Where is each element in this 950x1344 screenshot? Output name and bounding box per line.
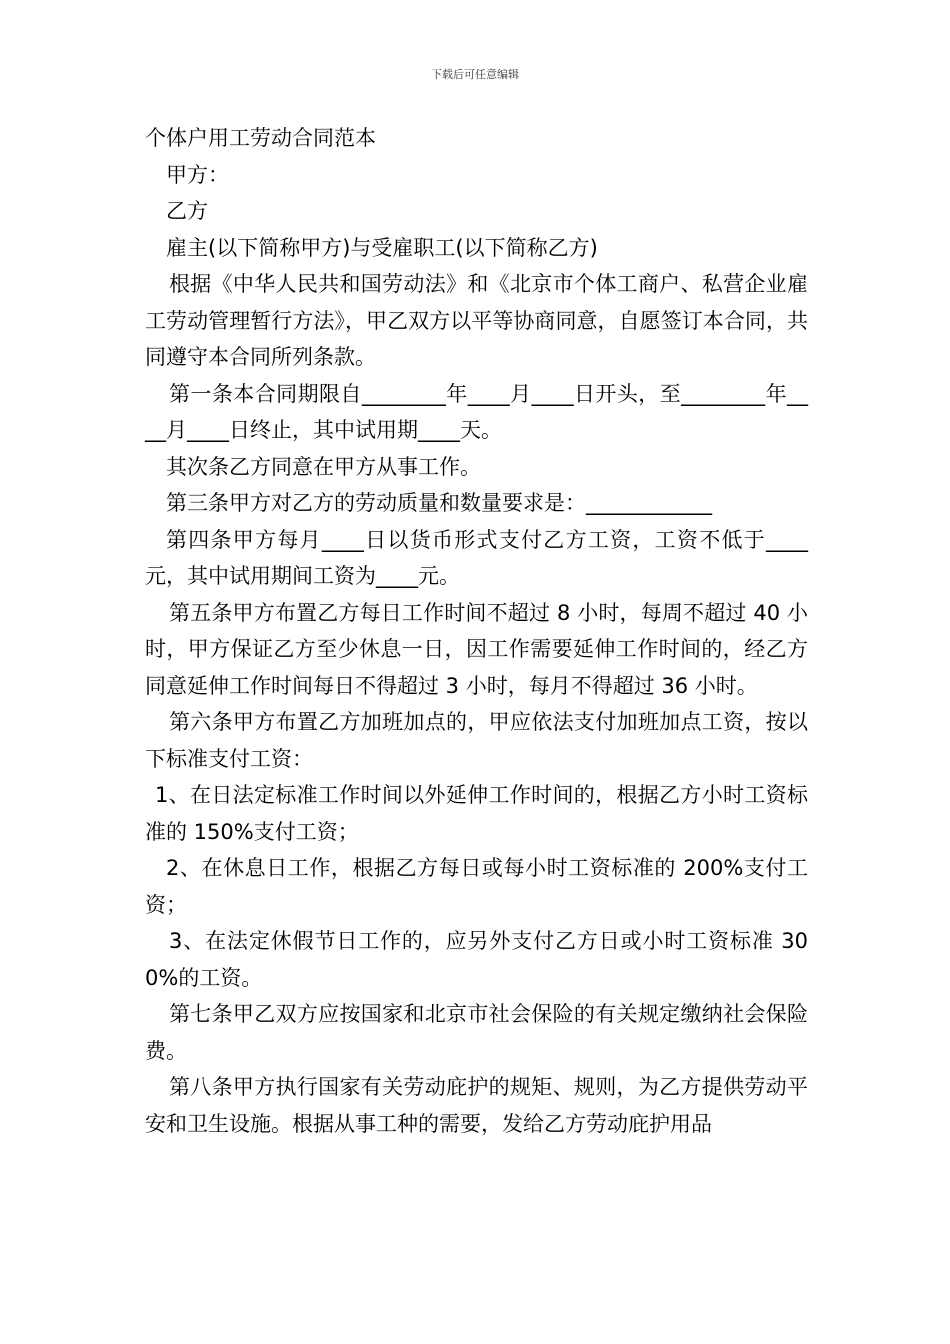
article-5: 第五条甲方布置乙方每日工作时间不超过 8 小时，每周不超过 40 小时，甲方保证乙方至少休息一日，因工作需要延伸工作时间的，经乙方同意延伸工作时间每日不得超过 3 小时，每月不得超过 36 小时。 [145,600,808,698]
article-6: 第六条甲方布置乙方加班加点的，甲应依法支付加班加点工资，按以下标准支付工资： [145,710,808,771]
article-3: 第三条甲方对乙方的劳动质量和数量要求是：____________ [166,491,712,515]
article-7: 第七条甲乙双方应按国家和北京市社会保险的有关规定缴纳社会保险费。 [145,1002,808,1063]
article-2: 其次条乙方同意在甲方从事工作。 [166,454,481,479]
article-4: 第四条甲方每月____日以货币形式支付乙方工资，工资不低于____元，其中试用期间工资为____元。 [145,527,808,588]
article-1: 第一条本合同期限自________年____月____日开头，至________年____月____日终止，其中试用期____天。 [145,381,808,442]
party-b-line: 乙方 [166,199,208,223]
document-body [145,120,808,1142]
document-title: 个体户用工劳动合同范本 [145,126,376,150]
basis-paragraph: 根据《中华人民共和国劳动法》和《北京市个体工商户、私营企业雇工劳动管理暂行方法》，甲乙双方以平等协商同意，自愿签订本合同，共同遵守本合同所列条款。 [145,272,808,369]
article-6-item-3: 3、在法定休假节日工作的，应另外支付乙方日或小时工资标准 300%的工资。 [145,929,808,990]
intro-paragraph: 雇主(以下简称甲方)与受雇职工(以下简称乙方) [166,235,598,260]
article-6-item-1: 1、在日法定标准工作时间以外延伸工作时间的，根据乙方小时工资标准的 150%支付工资； [145,783,808,844]
article-6-item-2: 2、在休息日工作，根据乙方每日或每小时工资标准的 200%支付工资； [145,856,808,917]
article-8: 第八条甲方执行国家有关劳动庇护的规矩、规则，为乙方提供劳动平安和卫生设施。根据从事工种的需要，发给乙方劳动庇护用品 [145,1075,808,1136]
header-note: 下载后可任意编辑 [431,68,519,81]
party-a-line: 甲方： [166,162,229,187]
